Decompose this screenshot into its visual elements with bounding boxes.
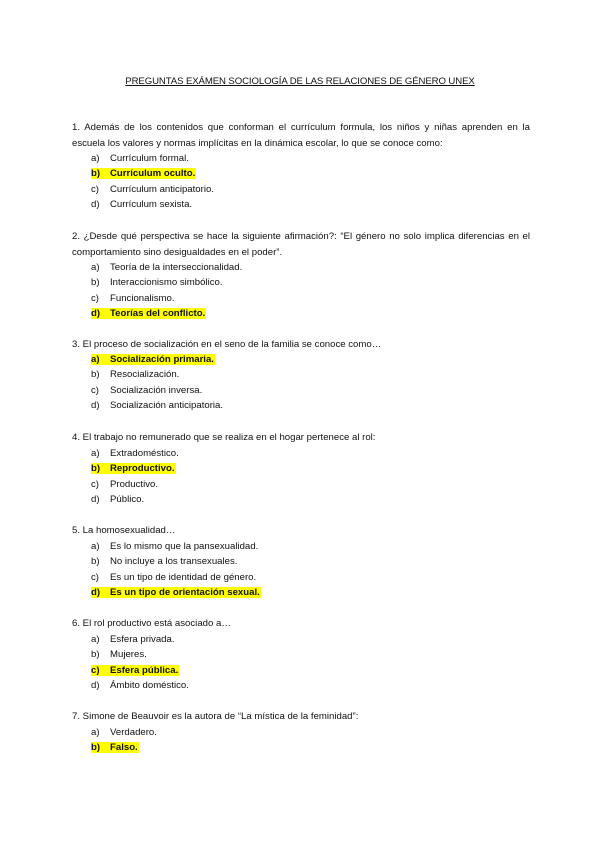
option-2c: c) Funcionalismo.	[91, 292, 175, 304]
question-6-options	[91, 632, 511, 694]
question-7: 7. Simone de Beauvoir es la autora de “La mística de la feminidad”:	[72, 711, 359, 722]
option-6d: d) Ámbito doméstico.	[91, 680, 189, 692]
option-4a: a) Extradoméstico.	[91, 448, 179, 459]
option-2d-answer: d) Teorías del conflicto.	[91, 308, 206, 320]
question-4-options	[91, 446, 511, 508]
question-5-options	[91, 539, 511, 601]
question-2: 2. ¿Desde qué perspectiva se hace la siguiente afirmación?: “El género no solo implica diferencias en el comportamiento sino desigualdades en el poder”.	[72, 231, 530, 258]
option-7b-answer: b) Falso.	[91, 742, 138, 754]
option-2a: a) Teoría de la interseccionalidad.	[91, 262, 243, 273]
question-6: 6. El rol productivo está asociado a…	[72, 618, 231, 629]
option-5b: b) No incluye a los transexuales.	[91, 556, 238, 568]
question-1: 1. Además de los contenidos que conforman el currículum formula, los niños y niñas aprenden en la escuela los valores y normas implícitas en la dinámica escolar, lo que se conoce como:	[72, 122, 530, 149]
question-1-options	[91, 151, 511, 213]
option-1a: a) Currículum formal.	[91, 153, 189, 164]
question-4: 4. El trabajo no remunerado que se realiza en el hogar pertenece al rol:	[72, 432, 376, 443]
question-5: 5. La homosexualidad…	[72, 525, 176, 536]
option-4d: d) Público.	[91, 494, 145, 506]
option-4b-answer: b) Reproductivo.	[91, 463, 175, 475]
question-3: 3. El proceso de socialización en el seno de la familia se conoce como…	[72, 339, 382, 350]
option-7a: a) Verdadero.	[91, 727, 157, 738]
question-2-options	[91, 260, 511, 322]
option-3c: c) Socialización inversa.	[91, 384, 203, 396]
option-6b: b) Mujeres.	[91, 649, 147, 661]
option-1c: c) Currículum anticipatorio.	[91, 183, 214, 195]
question-3-options	[91, 352, 511, 414]
option-6c-answer: c) Esfera pública.	[91, 664, 179, 676]
option-1d: d) Currículum sexista.	[91, 199, 193, 211]
option-3d: d) Socialización anticipatoria.	[91, 400, 224, 412]
option-6a: a) Esfera privada.	[91, 634, 175, 645]
option-3b: b) Resocialización.	[91, 369, 180, 381]
option-2b: b) Interaccionismo simbólico.	[91, 277, 223, 289]
option-5c: c) Es un tipo de identidad de género.	[91, 571, 257, 583]
option-4c: c) Productivo.	[91, 478, 158, 490]
document-title: PREGUNTAS EXÁMEN SOCIOLOGÍA DE LAS RELACIONES DE GÉNERO UNEX	[125, 76, 475, 87]
option-5d-answer: d) Es un tipo de orientación sexual.	[91, 587, 260, 599]
question-7-options	[91, 725, 511, 756]
option-3a-answer: a) Socialización primaria.	[91, 354, 214, 365]
option-5a: a) Es lo mismo que la pansexualidad.	[91, 541, 259, 552]
option-1b-answer: b) Currículum oculto.	[91, 168, 196, 180]
